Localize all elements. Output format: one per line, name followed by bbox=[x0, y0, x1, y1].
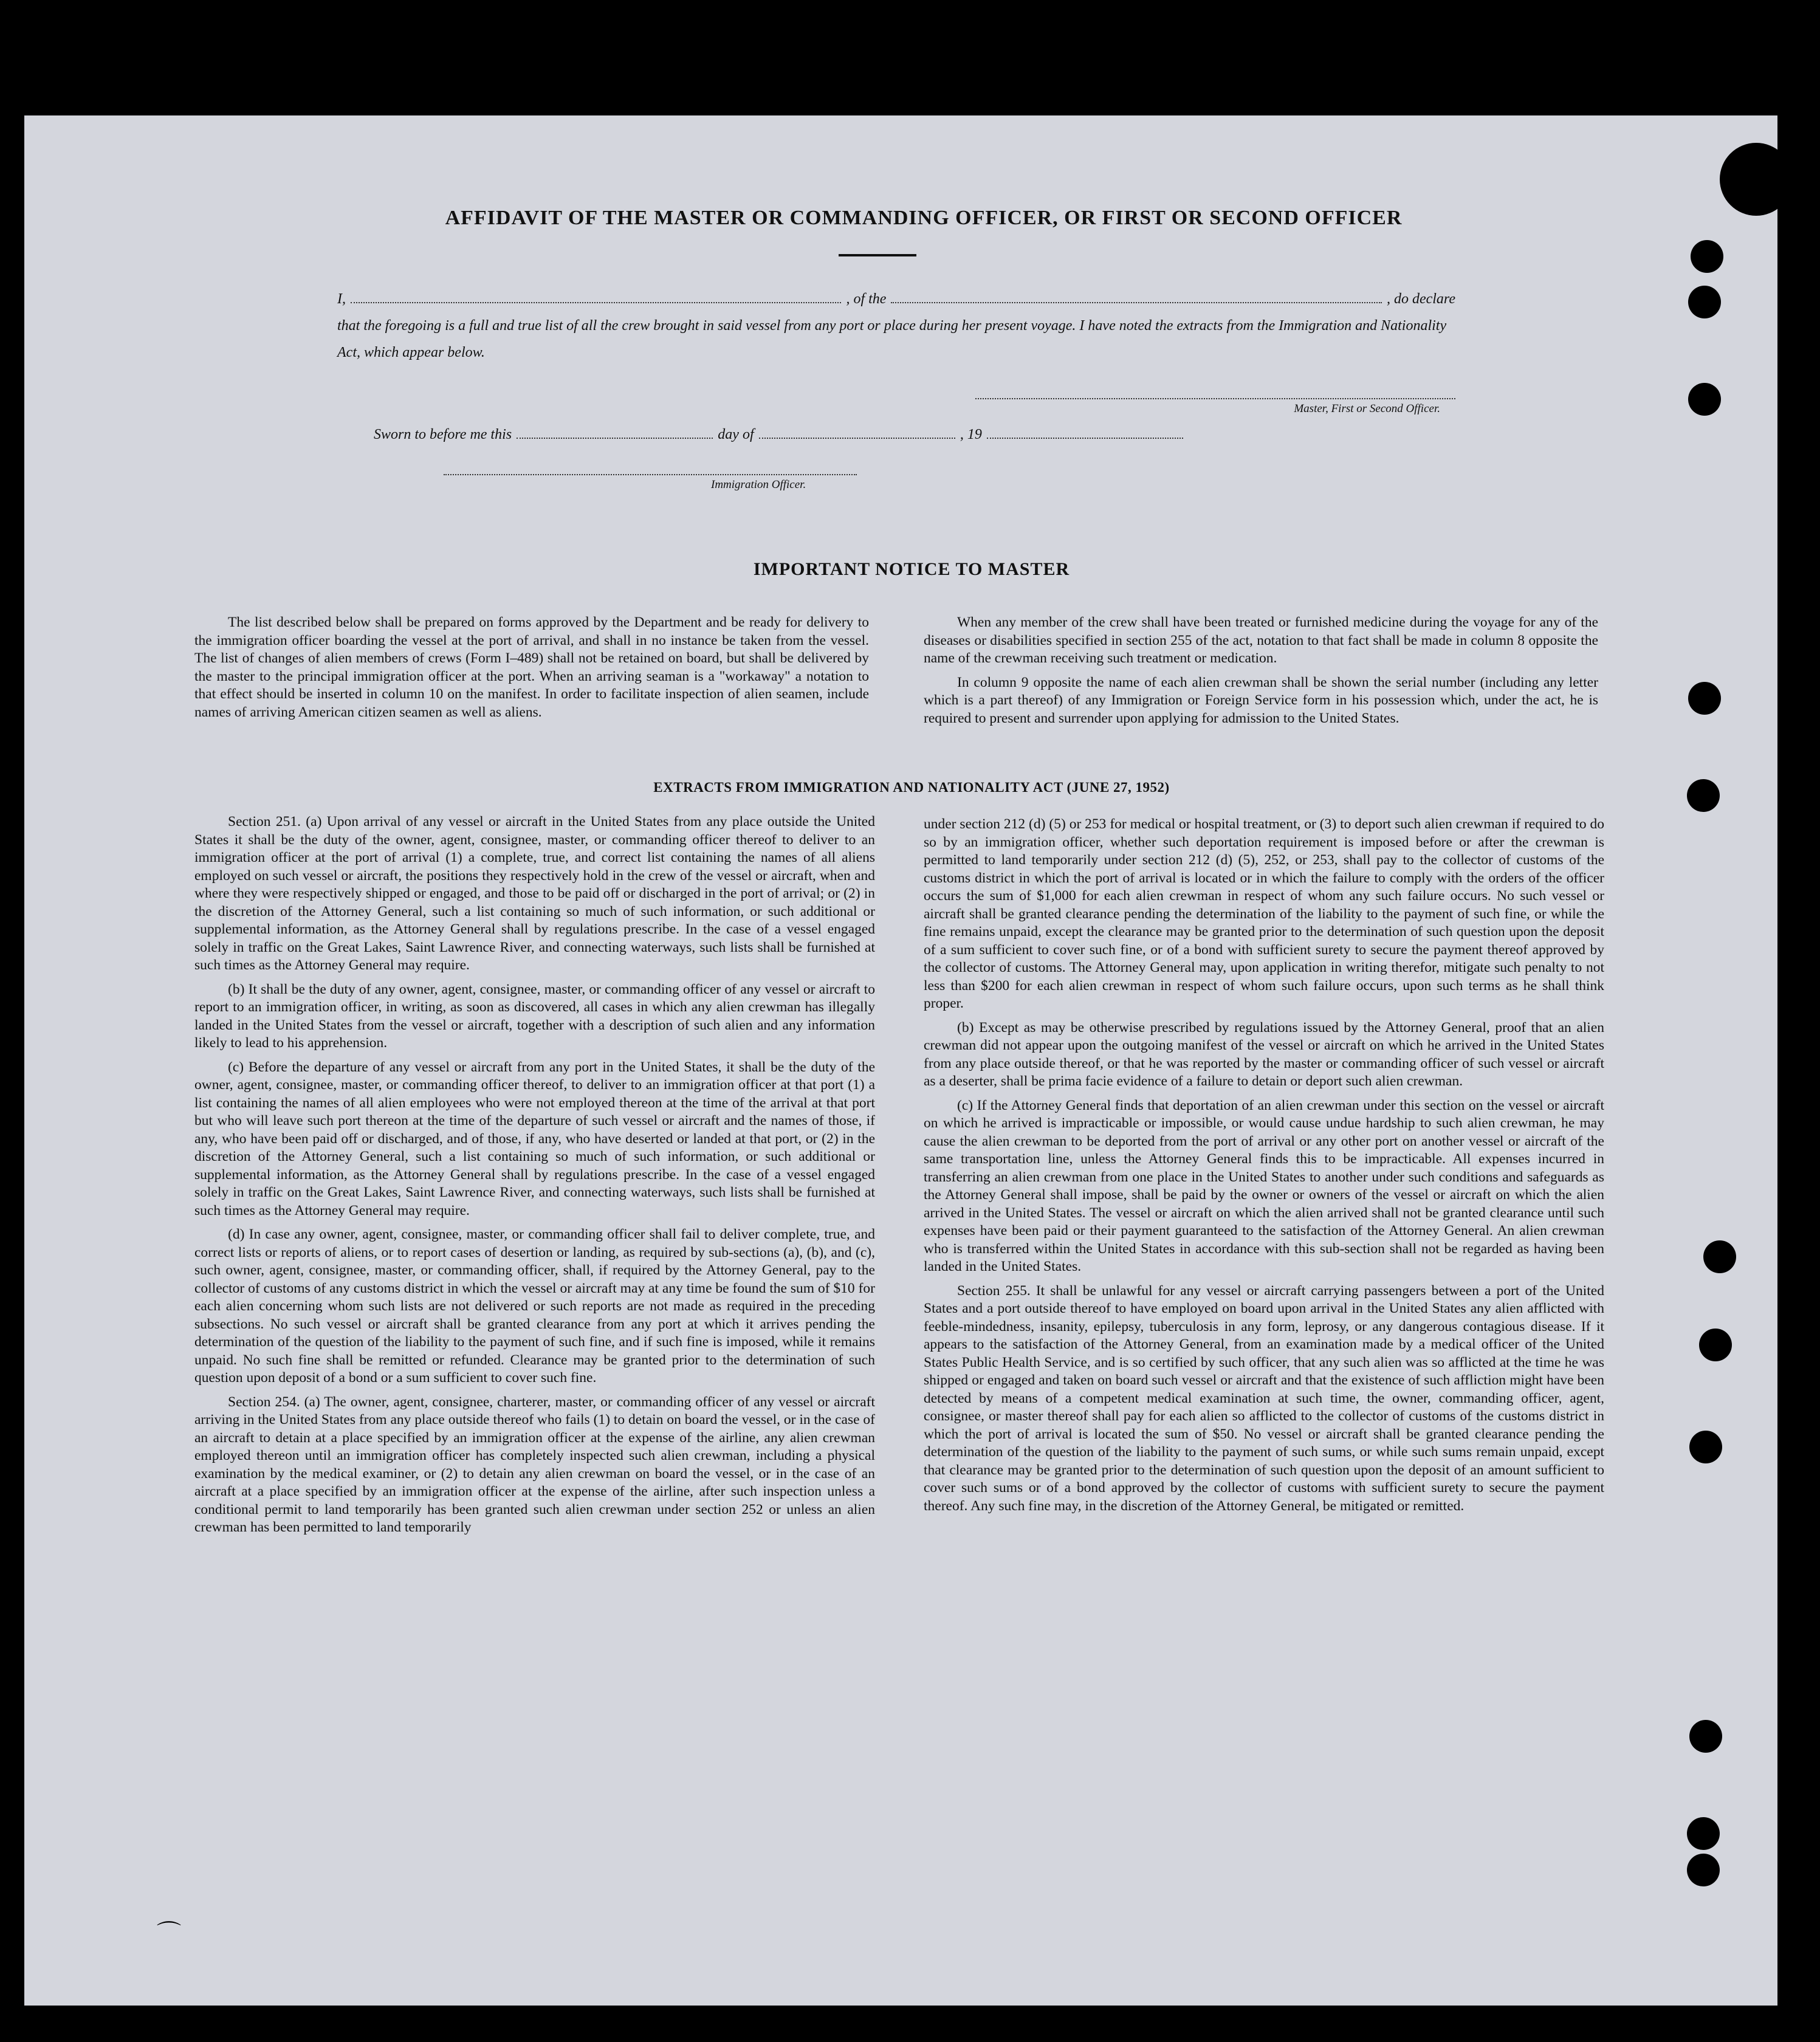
extract-paragraph: (d) In case any owner, agent, consignee, master, or commanding officer shall fail to deliver complete, true, and correct lists or reports of aliens, or to report cases of desertion or landing, as required by sub-sections (a), (b), and (c), such owner, agent, consignee, master, or commanding officer, shall, if required by the Attorney General, pay to the collector of customs of any customs district in which the vessel or aircraft may at any time be found the sum of $10 for each alien concerning whom such lists are not delivered or such reports are not made as required in the preceding subsections. No such vessel or aircraft shall be granted clearance from any port at which it arrives pending the determination of the question of the liability to the payment of such fine, and if such fine is imposed, while it remains unpaid. No such fine shall be remitted or refunded. Clearance may be granted prior to the determination of such question upon deposit of a bond or a sum sufficient to cover such fine. bbox=[194, 1226, 875, 1386]
declaration-body: that the foregoing is a full and true list of all the crew brought in said vessel from any port or place during her present voyage. I have noted the extracts from the Immigration and Nationality Act, which appear below. bbox=[337, 318, 1447, 360]
sworn-year-field[interactable] bbox=[987, 425, 1183, 439]
notice-paragraph: The list described below shall be prepared on forms approved by the Department and be ready for delivery to the immigration officer boarding the vessel at the port of arrival, and shall in no instance be taken from the vessel. The list of changes of alien members of crews (Form I–489) shall not be retained on board, but shall be delivered by the master to the principal immigration officer at the port. When an arriving seaman is a "workaway" a notation to that effect should be inserted in column 10 on the manifest. In order to facilitate inspection of alien seamen, include names of arriving American citizen seamen as well as aliens. bbox=[194, 614, 869, 720]
notice-right-column bbox=[924, 614, 1598, 734]
extract-paragraph: (c) Before the departure of any vessel or aircraft from any port in the United States, it shall be the duty of the owner, agent, consignee, master, or commanding officer thereof, to deliver to an immigration officer at that port (1) a list containing the names of all alien employees who were not employed thereon at the time of the arrival at that port but who will leave such port thereon at the time of the departure of such vessel or aircraft and the names of those, if any, who have been paid off or discharged, and of those, if any, who have deserted or landed at that port, or (2) in the discretion of the Attorney General, such a list containing so much of such information, or such additional or supplemental information, as the Attorney General shall by regulations prescribe. In the case of a vessel engaged solely in traffic on the Great Lakes, Saint Lawrence River, and connecting waterways, such lists shall be furnished at such times as the Attorney General may require. bbox=[194, 1059, 875, 1219]
corner-mark-icon: ⌒ bbox=[157, 1920, 181, 1948]
of-the-label: , of the bbox=[846, 291, 887, 307]
declaration-block bbox=[337, 286, 1455, 366]
punch-hole bbox=[1687, 779, 1720, 812]
master-signature-caption: Master, First or Second Officer. bbox=[1294, 402, 1440, 415]
sworn-label: Sworn to before me this bbox=[374, 427, 512, 442]
extracts-left-column bbox=[194, 813, 875, 1543]
extract-paragraph: (c) If the Attorney General finds that deportation of an alien crewman under this section on the vessel or aircraft on which he arrived is impracticable or impossible, or would cause undue hardship to such alien crewman, he may cause the alien crewman to be deported from the port of arrival or any other port on another vessel or aircraft of the same transportation line, unless the Attorney General finds this to be impracticable. All expenses incurred in transferring an alien crewman from one place in the United States to another under such conditions and safeguards as the Attorney General shall impose, shall be paid by the owner or owners of the vessel or aircraft on which the alien arrived in the United States. The vessel or aircraft on which the alien arrived shall not be granted clearance until such expenses have been paid or their payment guaranteed to the satisfaction of the Attorney General. An alien crewman who is transferred within the United States in accordance with this sub-section shall not be regarded as having been landed in the United States. bbox=[924, 1097, 1604, 1274]
immigration-officer-caption: Immigration Officer. bbox=[711, 478, 806, 491]
year-label: , 19 bbox=[960, 427, 982, 442]
name-field[interactable] bbox=[351, 290, 841, 303]
notice-left-column bbox=[194, 614, 869, 727]
notice-paragraph: When any member of the crew shall have been treated or furnished medicine during the voyage for any of the diseases or disabilities specified in section 255 of the act, notation to that fact shall be made in column 8 opposite the name of the crewman receiving such treatment or medication. bbox=[924, 614, 1598, 666]
notice-paragraph: In column 9 opposite the name of each alien crewman shall be shown the serial number (including any letter which is a part thereof) of any Immigration or Foreign Service form in his possession which, under the act, he is required to present and surrender upon applying for admission to the United States. bbox=[924, 674, 1598, 726]
extract-paragraph: Section 254. (a) The owner, agent, consignee, charterer, master, or commanding officer of any vessel or aircraft arriving in the United States from any place outside thereof who fails (1) to detain on board the vessel, or in the case of an aircraft to detain at a place specified by an immigration officer at the expense of the airline, any alien crewman employed thereon until an immigration officer has completely inspected such alien crewman, including a physical examination by the medical examiner, or (2) to detain any alien crewman on board the vessel, or in the case of an aircraft at a place specified by an immigration officer at the expense of the airline, after such inspection unless a conditional permit to land temporarily has been granted such alien crewman under section 252 or unless an alien crewman has been permitted to land temporarily bbox=[194, 1394, 875, 1535]
immigration-officer-signature-field[interactable] bbox=[444, 474, 857, 475]
declaration-first-line bbox=[337, 286, 1455, 312]
extract-paragraph: Section 251. (a) Upon arrival of any vessel or aircraft in the United States from any place outside the United States it shall be the duty of the owner, agent, consignee, master, or commanding officer thereof to deliver to an immigration officer at the port of arrival (1) a complete, true, and correct list containing the names of all aliens employed on such vessel or aircraft, the positions they respectively hold in the crew of the vessel or aircraft, when and where they were respectively shipped or engaged, and those to be paid off or discharged in the port of arrival; or (2) in the discretion of the Attorney General, such a list containing so much of such information, or such additional or supplemental information, as the Attorney General shall by regulations prescribe. In the case of a vessel engaged solely in traffic on the Great Lakes, Saint Lawrence River, and connecting waterways, such lists shall be furnished at such times as the Attorney General may require. bbox=[194, 814, 875, 973]
punch-hole bbox=[1687, 1817, 1720, 1850]
affidavit-title: AFFIDAVIT OF THE MASTER OR COMMANDING OFFICER, OR FIRST OR SECOND OFFICER bbox=[445, 207, 1403, 229]
master-signature-field[interactable] bbox=[975, 398, 1455, 399]
i-label: I, bbox=[337, 291, 346, 307]
sworn-day-field[interactable] bbox=[517, 425, 713, 439]
day-of-label: day of bbox=[718, 427, 754, 442]
sworn-month-field[interactable] bbox=[759, 425, 955, 439]
extract-paragraph: (b) Except as may be otherwise prescribed by regulations issued by the Attorney General, proof that an alien crewman did not appear upon the outgoing manifest of the vessel or aircraft on which he arrived in the United States from any place outside thereof, or that he was reported by the master or commanding officer of such vessel or aircraft as a deserter, shall be prima facie evidence of a failure to detain or deport such alien crewman. bbox=[924, 1019, 1604, 1089]
title-underline bbox=[839, 254, 916, 256]
punch-hole bbox=[1688, 383, 1721, 416]
extract-paragraph: (b) It shall be the duty of any owner, agent, consignee, master, or commanding officer of any vessel or aircraft to report to an immigration officer, in writing, as soon as discovered, all cases in which any alien crewman has illegally landed in the United States from the vessel or aircraft, together with a description of such alien and any information likely to lead to his apprehension. bbox=[194, 981, 875, 1051]
punch-hole bbox=[1691, 240, 1723, 273]
punch-hole bbox=[1720, 143, 1793, 216]
extract-paragraph: under section 212 (d) (5) or 253 for medical or hospital treatment, or (3) to deport such alien crewman if required to do so by an immigration officer, whether such deportation requirement is imposed before or after the crewman is permitted to land temporarily under section 212 (d) (5), 252, or 253, shall pay to the collector of customs of the customs district in which the port of arrival is located or in which the failure to comply with the orders of the officer occurs the sum of $1,000 for each alien crewman in respect of whom any such failure occurs. No such vessel or aircraft shall be granted clearance pending the determination of the liability to the payment of such fine, or while the fine remains unpaid, except the clearance may be granted prior to the determination of such question upon the deposit of a sum sufficient to cover such fine, or of a bond with sufficient surety to secure the payment thereof approved by the collector of customs. The Attorney General may, upon application in writing therefor, mitigate such penalty to not less than $200 for each alien crewman in respect of whom such failure occurs, upon such terms as he shall think proper. bbox=[924, 816, 1604, 1011]
punch-hole bbox=[1689, 1431, 1722, 1463]
extracts-title: EXTRACTS FROM IMMIGRATION AND NATIONALITY ACT (JUNE 27, 1952) bbox=[653, 780, 1170, 795]
punch-hole bbox=[1703, 1240, 1736, 1273]
vessel-field[interactable] bbox=[891, 290, 1381, 303]
punch-hole bbox=[1688, 682, 1721, 715]
extracts-right-column bbox=[924, 816, 1604, 1521]
punch-hole bbox=[1699, 1329, 1732, 1361]
extract-paragraph: Section 255. It shall be unlawful for any vessel or aircraft carrying passengers between a port of the United States and a port outside thereof to have employed on board upon arrival in the United States any alien afflicted with feeble-mindedness, insanity, epilepsy, tuberculosis in any form, leprosy, or any dangerous contagious disease. If it appears to the satisfaction of the Attorney General, from an examination made by a medical officer of the United States Public Health Service, and is so certified by such officer, that any such alien was so afflicted at the time he was shipped or engaged and taken on board such vessel or aircraft and that the existence of such affliction might have been detected by means of a competent medical examination at such time, the owner, commanding officer, agent, consignee, or master thereof shall pay for each alien so afflicted to the collector of customs of the customs district in which the port of arrival is located the sum of $50. No vessel or aircraft shall be granted clearance pending the determination of the question of the liability to the payment of such sums, or while such sums remain unpaid, except that clearance may be granted prior to the determination of such question upon the deposit of an amount sufficient to cover such sums or of a bond approved by the collector of customs with sufficient surety to secure the payment thereof. Any such fine may, in the discretion of the Attorney General, be mitigated or remitted. bbox=[924, 1282, 1604, 1514]
notice-title: IMPORTANT NOTICE TO MASTER bbox=[753, 559, 1070, 579]
punch-hole bbox=[1689, 1720, 1722, 1753]
sworn-line bbox=[374, 425, 1188, 443]
punch-hole bbox=[1687, 1854, 1720, 1886]
punch-hole bbox=[1688, 286, 1721, 318]
do-declare-label: , do declare bbox=[1386, 291, 1456, 307]
